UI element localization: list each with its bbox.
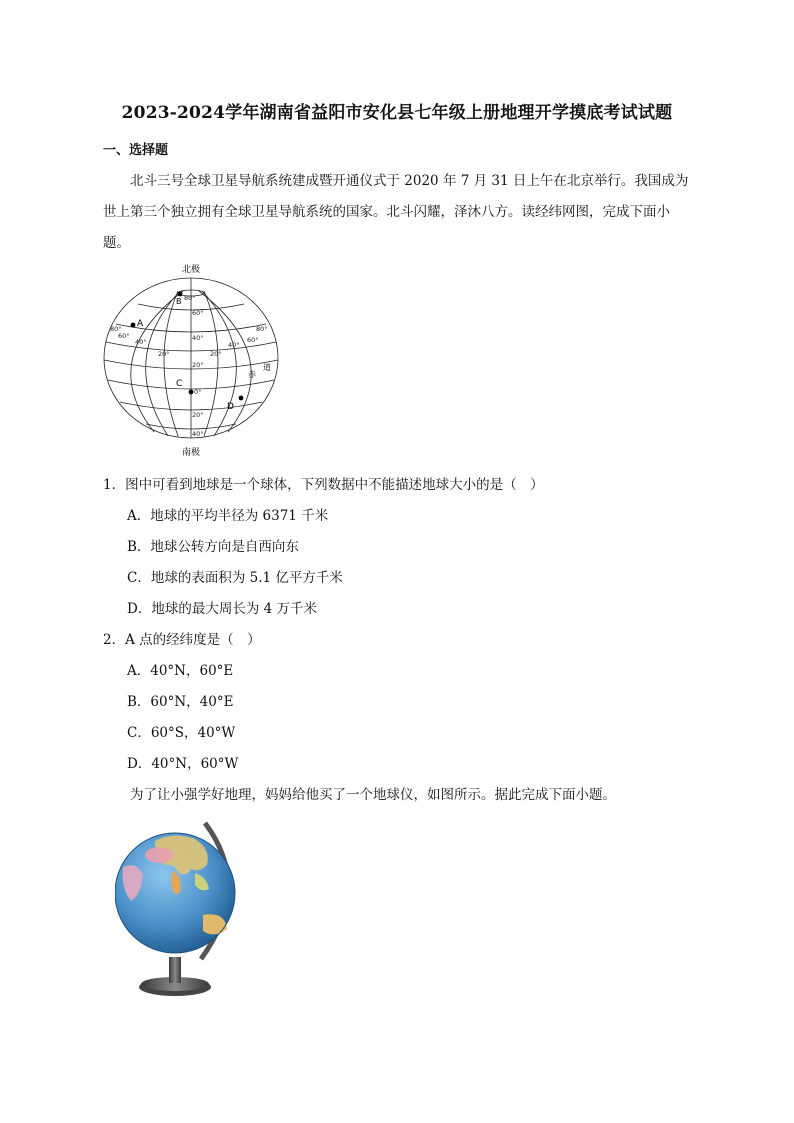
graticule-globe-svg [98, 260, 284, 460]
point-b-label: B [176, 297, 182, 306]
graticule-globe-figure [98, 260, 284, 460]
point-a-dot [131, 323, 136, 328]
north-pole-label: 北极 [181, 265, 201, 275]
meridian-l1 [164, 291, 178, 436]
lon-label-right-20: 20° [210, 350, 222, 358]
lat-label-60: 60° [192, 309, 204, 317]
globe-stand-post [169, 957, 181, 983]
desk-globe-svg [115, 815, 250, 1000]
meridian-r1 [204, 291, 218, 436]
lat-label-40: 40° [192, 334, 204, 342]
lat-label-20n: 20° [192, 361, 204, 369]
meridian-r3 [199, 291, 251, 432]
point-a-label: A [137, 319, 144, 329]
lat-label-0: 0° [194, 388, 202, 396]
lon-label-right-80: 80° [256, 325, 268, 333]
question-1-stem: 1．图中可看到地球是一个球体，下列数据中不能描述地球大小的是（ ） [103, 477, 544, 493]
point-d-dot [239, 396, 244, 401]
lon-label-left-20: 20° [158, 350, 170, 358]
lat-label-40s: 40° [192, 430, 204, 438]
question-2-option-b: B．60°N，40°E [127, 694, 234, 710]
question-1-option-c: C．地球的表面积为 5.1 亿平方千米 [127, 570, 343, 586]
lon-label-right-40: 40° [228, 341, 240, 349]
section-heading: 一、选择题 [103, 143, 169, 158]
point-c-dot [189, 390, 194, 395]
exam-title: 2023-2024学年湖南省益阳市安化县七年级上册地理开学摸底考试试题 [121, 103, 673, 123]
equator-label-2: 道 [263, 363, 271, 372]
lon-label-right-60: 60° [247, 336, 259, 344]
lon-label-left-80: 80° [110, 325, 122, 333]
meridian-r2 [202, 291, 236, 436]
point-d-label: D [227, 402, 234, 412]
lat-label-20s: 20° [192, 411, 204, 419]
reading-passage-2: 为了让小强学好地理，妈妈给他买了一个地球仪，如图所示。据此完成下面小题。 [130, 787, 616, 803]
question-2-stem: 2．A 点的经纬度是（ ） [103, 632, 261, 648]
equator-label-1: 赤 [248, 370, 256, 379]
meridian-l2 [146, 291, 183, 436]
lon-label-left-40: 40° [135, 338, 147, 346]
desk-globe-figure [115, 815, 250, 1000]
question-1-option-d: D．地球的最大周长为 4 万千米 [127, 601, 317, 617]
lat-label-80: 80° [184, 294, 196, 302]
south-pole-label: 南极 [181, 448, 201, 458]
point-b-dot [178, 292, 183, 297]
question-2-option-c: C．60°S，40°W [127, 725, 236, 741]
point-c-label: C [176, 379, 183, 389]
meridian-l3 [131, 291, 183, 432]
question-2-option-a: A．40°N，60°E [127, 663, 234, 679]
lon-label-left-60: 60° [118, 332, 130, 340]
reading-passage-1: 北斗三号全球卫星导航系统建成暨开通仪式于 2020 年 7 月 31 日上午在北京举行。我国成为世上第三个独立拥有全球卫星导航系统的国家。北斗闪耀，泽沐八方。读经纬网图，完成下面小题。 [103, 173, 689, 251]
question-1-option-a: A．地球的平均半径为 6371 千米 [127, 508, 329, 524]
question-1-option-b: B．地球公转方向是自西向东 [127, 539, 299, 555]
globe-landmass-region [145, 847, 173, 863]
question-2-option-d: D．40°N，60°W [127, 756, 239, 772]
